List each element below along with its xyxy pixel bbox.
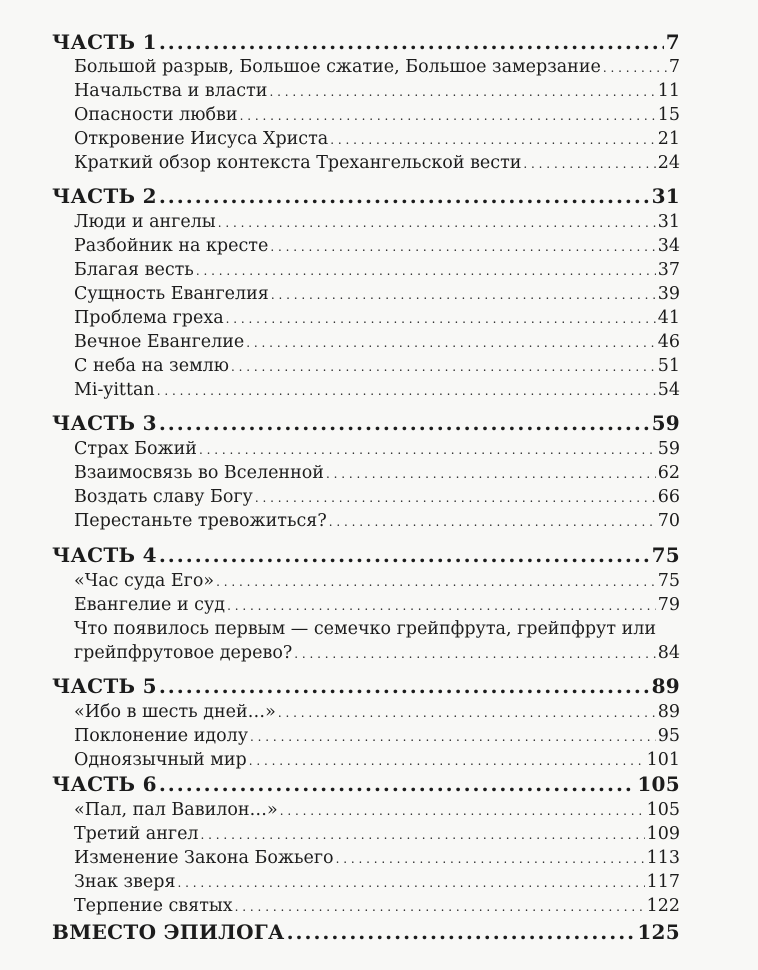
entry-title: Терпение святых (74, 896, 233, 916)
entry-title: Вечное Евангелие (74, 332, 245, 352)
dot-leader (159, 674, 650, 698)
dot-leader (178, 872, 645, 892)
dot-leader (287, 920, 636, 944)
toc-part-2 (52, 184, 680, 208)
entry-title: Изменение Закона Божьего (74, 848, 334, 868)
toc-entry (74, 308, 680, 328)
entry-title: Знак зверя (74, 872, 176, 892)
dot-leader (159, 543, 650, 567)
entry-title: Взаимосвязь во Вселенной (74, 463, 324, 483)
toc-entry (74, 511, 680, 531)
page-number: 89 (657, 702, 680, 722)
dot-leader (159, 772, 636, 796)
page-number: 70 (657, 511, 680, 531)
page-number: 59 (657, 439, 680, 459)
dot-leader (159, 30, 664, 54)
toc-epilogue (52, 920, 680, 944)
page-number: 54 (657, 380, 680, 400)
page-number: 66 (657, 487, 680, 507)
page-number: 15 (657, 105, 680, 125)
dot-leader (523, 153, 655, 173)
toc-entry (74, 332, 680, 352)
dot-leader (246, 332, 655, 352)
dot-leader (250, 726, 656, 746)
dot-leader (159, 411, 650, 435)
page-number: 122 (646, 896, 680, 916)
entry-title: Люди и ангелы (74, 212, 216, 232)
page-number: 101 (646, 750, 680, 770)
dot-leader (227, 595, 656, 615)
dot-leader (216, 571, 656, 591)
toc-entry (74, 571, 680, 591)
page-number: 117 (646, 872, 680, 892)
toc-entry (74, 848, 680, 868)
toc-part-6 (52, 772, 680, 796)
page-number: 7 (665, 30, 680, 54)
entry-title: Краткий обзор контекста Трехангельской вести (74, 153, 522, 173)
entry-title: «Пал, пал Вавилон…» (74, 800, 278, 820)
toc-part-5 (52, 674, 680, 698)
toc-entry (74, 872, 680, 892)
dot-leader (218, 212, 656, 232)
dot-leader (603, 57, 667, 77)
entry-title: С неба на землю (74, 356, 230, 376)
toc-part-3 (52, 411, 680, 435)
page-number: 46 (657, 332, 680, 352)
toc-entry (74, 595, 680, 615)
toc-entry (74, 212, 680, 232)
part-title: ЧАСТЬ 2 (52, 184, 157, 208)
page-number: 24 (657, 153, 680, 173)
toc-entry (74, 81, 680, 101)
dot-leader (271, 284, 656, 304)
toc-entry (74, 153, 680, 173)
entry-title: Mi-yittan (74, 380, 155, 400)
page-number: 21 (657, 129, 680, 149)
toc-entry (74, 284, 680, 304)
toc-entry (74, 702, 680, 722)
entry-title: Большой разрыв, Большое сжатие, Большое замерзание (74, 57, 601, 77)
page-number: 51 (657, 356, 680, 376)
page-number: 39 (657, 284, 680, 304)
page-number: 113 (646, 848, 680, 868)
page-number: 37 (657, 260, 680, 280)
toc-entry (74, 824, 680, 844)
entry-title: Одноязычный мир (74, 750, 247, 770)
dot-leader (226, 308, 656, 328)
toc-entry (74, 105, 680, 125)
toc-entry (74, 800, 680, 820)
dot-leader (196, 260, 656, 280)
page-number: 84 (657, 643, 680, 663)
dot-leader (326, 463, 656, 483)
toc-entry (74, 726, 680, 746)
dot-leader (231, 356, 656, 376)
toc-entry (74, 236, 680, 256)
page-number: 105 (646, 800, 680, 820)
part-title: ЧАСТЬ 4 (52, 543, 157, 567)
entry-title: Поклонение идолу (74, 726, 249, 746)
toc-entry (74, 463, 680, 483)
toc-entry (74, 57, 680, 77)
entry-title: «Ибо в шесть дней…» (74, 702, 276, 722)
part-title: ЧАСТЬ 6 (52, 772, 157, 796)
entry-title: Благая весть (74, 260, 194, 280)
dot-leader (270, 236, 655, 256)
dot-leader (157, 380, 656, 400)
page-number: 109 (646, 824, 680, 844)
entry-title: Откровение Иисуса Христа (74, 129, 329, 149)
entry-title: Разбойник на кресте (74, 236, 269, 256)
entry-title: Опасности любви (74, 105, 238, 125)
entry-title-line-1: Что появилось первым — семечко грейпфрута, грейпфрут или (74, 619, 657, 639)
dot-leader (278, 702, 656, 722)
entry-title: Перестаньте тревожиться? (74, 511, 327, 531)
toc-entry (74, 896, 680, 916)
page-number: 89 (651, 674, 680, 698)
entry-title: Страх Божий (74, 439, 197, 459)
page-number: 59 (651, 411, 680, 435)
dot-leader (255, 487, 656, 507)
toc-entry (74, 380, 680, 400)
entry-title: Воздать славу Богу (74, 487, 253, 507)
page-number: 125 (637, 920, 680, 944)
toc-entry (74, 356, 680, 376)
entry-title: Евангелие и суд (74, 595, 226, 615)
page-number: 11 (657, 81, 680, 101)
entry-title: грейпфрутовое дерево? (74, 643, 293, 663)
part-title: ВМЕСТО ЭПИЛОГА (52, 920, 285, 944)
dot-leader (269, 81, 655, 101)
page-number: 34 (657, 236, 680, 256)
part-title: ЧАСТЬ 1 (52, 30, 157, 54)
toc-entry (74, 643, 680, 663)
entry-title: Начальства и власти (74, 81, 268, 101)
page-number: 75 (651, 543, 680, 567)
dot-leader (294, 643, 655, 663)
toc-part-1 (52, 30, 680, 54)
dot-leader (235, 896, 645, 916)
page-number: 75 (657, 571, 680, 591)
entry-title: Сущность Евангелия (74, 284, 269, 304)
entry-title: Проблема греха (74, 308, 224, 328)
page-number: 95 (657, 726, 680, 746)
page-number: 41 (657, 308, 680, 328)
page-number: 7 (668, 57, 680, 77)
page-number: 31 (651, 184, 680, 208)
entry-title: «Час суда Его» (74, 571, 215, 591)
part-title: ЧАСТЬ 5 (52, 674, 157, 698)
dot-leader (280, 800, 645, 820)
entry-title: Третий ангел (74, 824, 199, 844)
dot-leader (249, 750, 645, 770)
dot-leader (336, 848, 645, 868)
dot-leader (240, 105, 656, 125)
dot-leader (330, 129, 655, 149)
toc-entry (74, 260, 680, 280)
page-number: 105 (637, 772, 680, 796)
dot-leader (159, 184, 650, 208)
toc-entry (74, 439, 680, 459)
dot-leader (201, 824, 645, 844)
toc-entry (74, 487, 680, 507)
toc-part-4 (52, 543, 680, 567)
page-number: 79 (657, 595, 680, 615)
dot-leader (329, 511, 656, 531)
page-number: 62 (657, 463, 680, 483)
page-number: 31 (657, 212, 680, 232)
toc-entry (74, 129, 680, 149)
toc-entry (74, 750, 680, 770)
part-title: ЧАСТЬ 3 (52, 411, 157, 435)
dot-leader (199, 439, 656, 459)
